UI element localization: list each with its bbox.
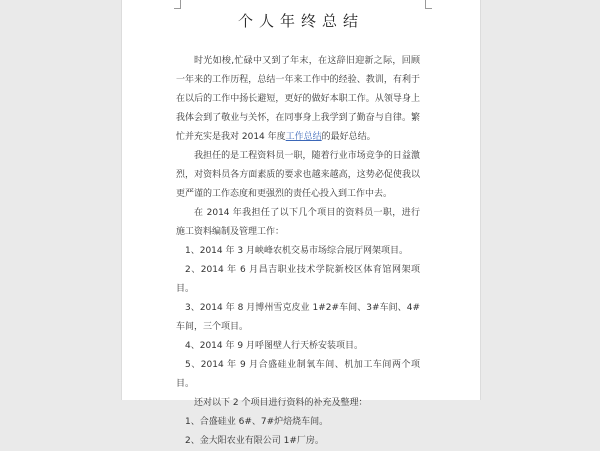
- supplement-item: 1、合盛硅业 6#、7#炉焙烧车间。: [185, 417, 329, 427]
- work-summary-link[interactable]: 工作总结: [285, 132, 322, 142]
- document-title: 个人年终总结: [237, 12, 364, 30]
- project-item: 3、2014 年 8 月博州雪克皮业 1#2#车间、3#车间、4#车间，三个项目。: [176, 303, 420, 332]
- project-item: 1、2014 年 3 月峡峰农机交易市场综合展厅网架项目。: [185, 246, 408, 256]
- project-item: 2、2014 年 6 月昌吉职业技术学院新校区体育馆网架项目。: [176, 265, 420, 294]
- margin-corner-mark-left: [174, 0, 181, 9]
- paragraph-intro: [176, 52, 420, 147]
- margin-corner-mark-right: [425, 0, 432, 9]
- paragraph-intro-tail: 的最好总结。: [321, 132, 376, 142]
- supplement-item: 2、金大阳农业有限公司 1#厂房。: [185, 436, 324, 446]
- paragraph-role: 我担任的是工程资料员一职，随着行业市场竞争的日益激烈，对资料员各方面素质的要求也越来越高，这势必促使我以更严谨的工作态度和更强烈的责任心投入到工作中去。: [176, 151, 420, 199]
- paragraph-projects-intro: 在 2014 年我担任了以下几个项目的资料员一职，进行施工资料编制及管理工作：: [176, 208, 420, 237]
- document-body: [176, 52, 420, 451]
- document-page: [121, 0, 481, 446]
- paragraph-supplement-intro: 还对以下 2 个项目进行资料的补充及整理：: [194, 398, 368, 408]
- project-item: 5、2014 年 9 月合盛硅业制氧车间、机加工车间两个项目。: [176, 360, 420, 389]
- paragraph-intro-text: 时光如梭,忙碌中又到了年末，在这辞旧迎新之际，回顾一年来的工作历程，总结一年来工作中的经验、教训，有利于在以后的工作中扬长避短，更好的做好本职工作。从领导身上我体会到了敬业与关怀，在同事身上我学到了勤奋与自律。繁忙并充实是我对 2014 年度: [176, 56, 420, 142]
- project-item: 4、2014 年 9 月呼图壁人行天桥安装项目。: [185, 341, 363, 351]
